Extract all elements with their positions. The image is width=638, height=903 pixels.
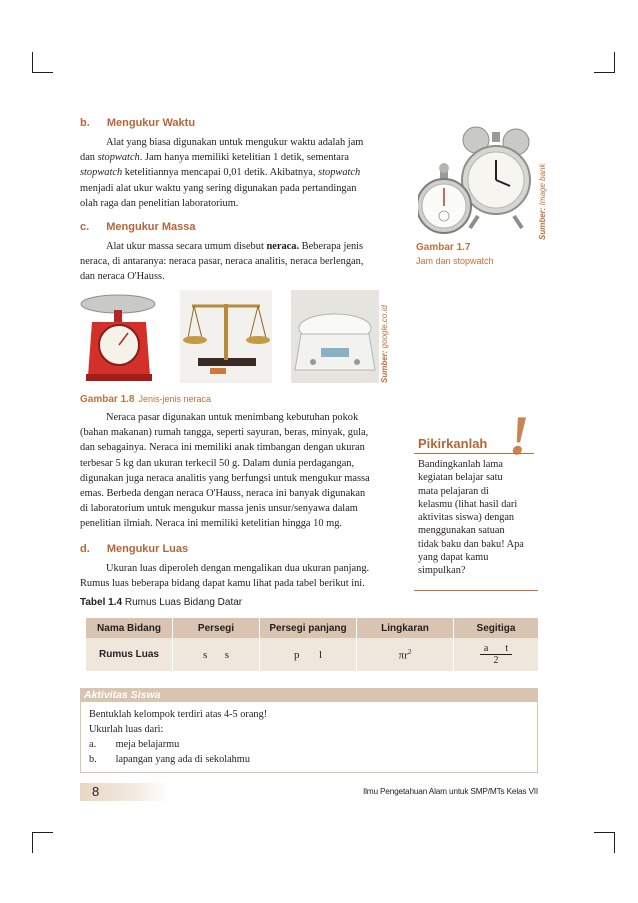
table-header-cell: Segitiga bbox=[454, 618, 539, 638]
segitiga-formula bbox=[454, 638, 539, 671]
pikirkanlah-line: kegiatan belajar satu bbox=[418, 472, 503, 484]
clock-stopwatch-image bbox=[418, 120, 536, 240]
table-header-cell: Nama Bidang bbox=[86, 618, 173, 638]
aktivitas-item bbox=[89, 737, 529, 752]
pikirkanlah-top-rule bbox=[414, 453, 534, 454]
lingkaran-pi-r: πr bbox=[398, 649, 408, 662]
area-formula-table bbox=[86, 618, 538, 671]
section-d-paragraph bbox=[80, 561, 403, 591]
section-b-letter: b. bbox=[80, 117, 90, 129]
section-b-line: olah raga dan penelitian laboratorium. bbox=[80, 197, 239, 209]
segitiga-t: t bbox=[505, 643, 509, 654]
lingkaran-exponent: 2 bbox=[407, 647, 412, 656]
figure-1-8-source-label: Sumber: bbox=[380, 350, 389, 383]
balance-scale-image bbox=[180, 290, 272, 383]
table-header-cell: Persegi panjang bbox=[260, 618, 357, 638]
neraca-line: digunakan juga neraca analitis yang berfungsi untuk mengukur massa bbox=[80, 472, 370, 484]
crop-mark-top-left bbox=[32, 52, 53, 73]
table-header-row bbox=[86, 618, 538, 638]
section-c-line: dan neraca O'Hauss. bbox=[80, 271, 165, 283]
crop-mark-bottom-right bbox=[594, 832, 615, 853]
pikirkanlah-line: menggunakan satuan bbox=[418, 525, 505, 537]
neraca-line: terbesar 5 kg dan ukuran terkecil 50 g. Dalam dunia perdagangan, bbox=[80, 457, 355, 469]
section-c-line: Alat ukur massa secara umum disebut neraca. Beberapa jenis bbox=[106, 241, 364, 252]
figure-1-8-source-text: google.co.id bbox=[380, 305, 389, 349]
lingkaran-formula bbox=[357, 638, 454, 671]
section-b-paragraph bbox=[80, 135, 403, 211]
persegi-panjang-l: l bbox=[318, 648, 323, 661]
persegi-panjang-formula bbox=[260, 638, 357, 671]
aktivitas-item-marker: a. bbox=[89, 739, 97, 750]
figure-1-8-source bbox=[380, 305, 389, 383]
exclamation-icon: ! bbox=[505, 405, 534, 467]
table-row bbox=[86, 638, 538, 671]
segitiga-numerator bbox=[480, 643, 512, 655]
section-b-line: menjadi alat ukur waktu yang sering digunakan pada pertandingan bbox=[80, 182, 357, 194]
crop-mark-top-right bbox=[594, 52, 615, 73]
pikirkanlah-title: Pikirkanlah bbox=[418, 436, 488, 451]
market-scale-image bbox=[80, 290, 160, 383]
figure-1-7-label: Gambar 1.7 bbox=[416, 242, 471, 253]
pikirkanlah-line: Bandingkanlah lama bbox=[418, 459, 503, 470]
section-c-line: neraca, di antaranya: neraca pasar, neraca analitis, neraca berlengan, bbox=[80, 256, 364, 268]
section-d-heading bbox=[80, 543, 188, 555]
aktivitas-item-text: meja belajarmu bbox=[115, 739, 180, 750]
section-c-heading bbox=[80, 221, 196, 233]
section-d-line: Rumus luas beberapa bidang dapat kamu lihat pada tabel berikut ini. bbox=[80, 578, 365, 590]
section-b-line: dan stopwatch. Jam hanya memiliki ketelitian 1 detik, sementara bbox=[80, 152, 349, 164]
figure-1-7-caption: Jam dan stopwatch bbox=[416, 256, 494, 266]
section-c-letter: c. bbox=[80, 221, 90, 233]
figure-1-8-caption: Jenis-jenis neraca bbox=[138, 394, 212, 404]
table-caption-text: Rumus Luas Bidang Datar bbox=[124, 597, 243, 608]
pikirkanlah-line: aktivitas siswa) dengan bbox=[418, 512, 515, 524]
pikirkanlah-body bbox=[418, 458, 542, 578]
pikirkanlah-line: mata pelajaran di bbox=[418, 485, 489, 497]
section-c-paragraph bbox=[80, 239, 403, 285]
aktivitas-item-marker: b. bbox=[89, 754, 97, 765]
footer-book-title: Ilmu Pengetahuan Alam untuk SMP/MTs Kelas VII bbox=[362, 786, 538, 796]
section-b-heading bbox=[80, 117, 195, 129]
table-header-cell: Lingkaran bbox=[357, 618, 454, 638]
persegi-side-2: s bbox=[224, 648, 230, 661]
page-number: 8 bbox=[92, 784, 100, 799]
section-b-line: stopwatch ketelitiannya mencapai 0,01 detik. Akibatnya, stopwatch bbox=[80, 167, 361, 179]
neraca-line: (bahan makanan) rumah tangga, seperti sayuran, beras, minyak, gula, bbox=[80, 427, 369, 439]
persegi-side-1: s bbox=[202, 648, 208, 661]
neraca-line: emas. Berbeda dengan neraca O'Hauss, neraca ini banyak digunakan bbox=[80, 488, 366, 500]
aktivitas-line-1: Bentuklah kelompok terdiri atas 4-5 orang! bbox=[89, 709, 268, 720]
figure-1-7-source-label: Sumber: bbox=[538, 207, 547, 240]
aktivitas-item bbox=[89, 752, 529, 767]
table-row-label: Rumus Luas bbox=[86, 638, 173, 671]
table-label: Tabel 1.4 bbox=[80, 597, 123, 608]
section-d-line: Ukuran luas diperoleh dengan mengalikan dua ukuran panjang. bbox=[106, 563, 370, 574]
neraca-line: penelitian ilmiah. Neraca ini memiliki ketelitian hingga 10 mg. bbox=[80, 518, 343, 530]
pikirkanlah-line: kelasmu (lihat hasil dari bbox=[418, 498, 518, 510]
pikirkanlah-line: yang dapat kamu bbox=[418, 552, 489, 564]
persegi-formula bbox=[173, 638, 260, 671]
table-caption bbox=[80, 597, 242, 608]
pikirkanlah-line: tidak baku dan baku! Apa bbox=[418, 538, 524, 550]
pikirkanlah-box bbox=[414, 405, 540, 594]
figure-1-8-label: Gambar 1.8 bbox=[80, 394, 135, 405]
neraca-line: dan sebagainya. Neraca ini memiliki anak timbangan dengan ukuran bbox=[80, 442, 365, 454]
aktivitas-content bbox=[89, 707, 529, 767]
pikirkanlah-line: simpulkan? bbox=[418, 565, 466, 577]
neraca-line: Neraca pasar digunakan untuk menimbang kebutuhan pokok bbox=[106, 412, 359, 423]
pikirkanlah-bottom-rule bbox=[414, 590, 538, 591]
ohauss-scale-image bbox=[291, 290, 379, 383]
section-d-title: Mengukur Luas bbox=[106, 543, 189, 555]
figure-1-8-caption-row bbox=[80, 389, 211, 407]
segitiga-denominator: 2 bbox=[493, 655, 499, 666]
aktivitas-box bbox=[80, 702, 538, 773]
persegi-panjang-p: p bbox=[293, 648, 300, 661]
section-b-line: Alat yang biasa digunakan untuk mengukur waktu adalah jam bbox=[106, 137, 364, 148]
aktivitas-item-text: lapangan yang ada di sekolahmu bbox=[115, 754, 250, 765]
table-header-cell: Persegi bbox=[173, 618, 260, 638]
aktivitas-title: Aktivitas Siswa bbox=[84, 689, 161, 701]
section-b-title: Mengukur Waktu bbox=[106, 117, 196, 129]
figure-1-7-source bbox=[538, 164, 547, 241]
section-c-title: Mengukur Massa bbox=[106, 221, 196, 233]
section-d-letter: d. bbox=[80, 543, 90, 555]
figure-1-7-source-text: Image bank bbox=[538, 163, 547, 206]
aktivitas-line-2: Ukurlah luas dari: bbox=[89, 724, 164, 735]
segitiga-a: a bbox=[483, 643, 489, 654]
crop-mark-bottom-left bbox=[32, 832, 53, 853]
neraca-paragraph bbox=[80, 410, 403, 532]
neraca-line: di laboratorium untuk mengukur massa jenis unsur/senyawa dalam bbox=[80, 503, 358, 515]
